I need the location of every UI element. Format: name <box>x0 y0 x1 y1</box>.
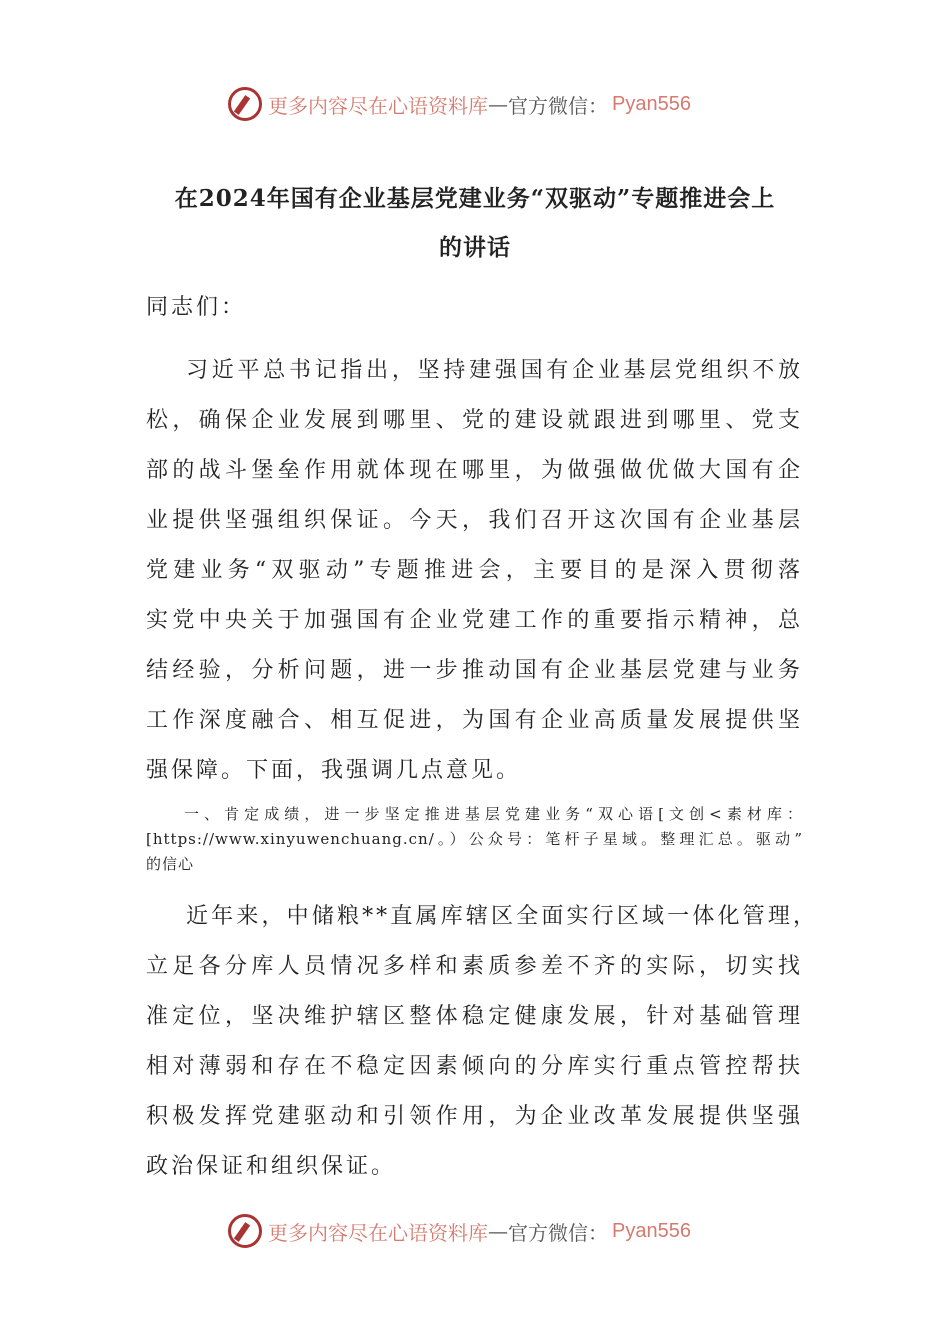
paragraph-line: 政治保证和组织保证。 <box>146 1154 397 1179</box>
paragraph-line: 习近平总书记指出，坚持建强国有企业基层党组织不放 <box>186 358 803 383</box>
paragraph-line: 准定位，坚决维护辖区整体稳定健康发展，针对基础管理 <box>146 1004 803 1029</box>
banner-dash: — <box>488 92 508 116</box>
section-heading-line: 一、肯定成绩，进一步坚定推进基层党建业务“双心语[文创<素材库： <box>184 805 803 823</box>
pen-logo-icon <box>228 87 262 121</box>
header-banner <box>228 84 728 124</box>
banner-text: 更多内容尽在心语资料库 <box>268 1220 488 1245</box>
paragraph-line: 相对薄弱和存在不稳定因素倾向的分库实行重点管控帮扶 <box>146 1054 803 1079</box>
section-heading-line: [https://www.xinyuwenchuang.cn/。）公众号：笔杆子星域。整理汇总。驱动” <box>146 830 803 848</box>
banner-wechat-id: Pyan556 <box>612 92 691 115</box>
banner-dash: — <box>488 1219 508 1243</box>
paragraph-line: 近年来，中储粮**直属库辖区全面实行区域一体化管理， <box>186 904 818 929</box>
document-title-line2: 的讲话 <box>439 234 511 261</box>
paragraph-line: 党建业务“双驱动”专题推进会，主要目的是深入贯彻落 <box>146 558 803 583</box>
paragraph-line: 工作深度融合、相互促进，为国有企业高质量发展提供坚 <box>146 708 803 733</box>
footer-banner <box>228 1211 728 1251</box>
paragraph-line: 部的战斗堡垒作用就体现在哪里，为做强做优做大国有企 <box>146 458 803 483</box>
salutation: 同志们： <box>146 295 247 320</box>
paragraph-line: 积极发挥党建驱动和引领作用，为企业改革发展提供坚强 <box>146 1104 803 1129</box>
paragraph-line: 业提供坚强组织保证。今天，我们召开这次国有企业基层 <box>146 508 803 533</box>
paragraph-line: 实党中央关于加强国有企业党建工作的重要指示精神，总 <box>146 608 803 633</box>
banner-text: 更多内容尽在心语资料库 <box>268 93 488 118</box>
paragraph-line: 立足各分库人员情况多样和素质参差不齐的实际，切实找 <box>146 954 803 979</box>
paragraph-line: 松，确保企业发展到哪里、党的建设就跟进到哪里、党支 <box>146 408 803 433</box>
pen-logo-icon <box>228 1214 262 1248</box>
document-title-line1: 在2024年国有企业基层党建业务“双驱动”专题推进会上 <box>174 185 776 212</box>
banner-wechat-label: 官方微信： <box>508 93 608 118</box>
banner-wechat-label: 官方微信： <box>508 1220 608 1245</box>
banner-wechat-id: Pyan556 <box>612 1219 691 1242</box>
section-heading-line: 的信心 <box>146 855 195 873</box>
paragraph-line: 结经验，分析问题，进一步推动国有企业基层党建与业务 <box>146 658 803 683</box>
paragraph-line: 强保障。下面，我强调几点意见。 <box>146 758 522 783</box>
